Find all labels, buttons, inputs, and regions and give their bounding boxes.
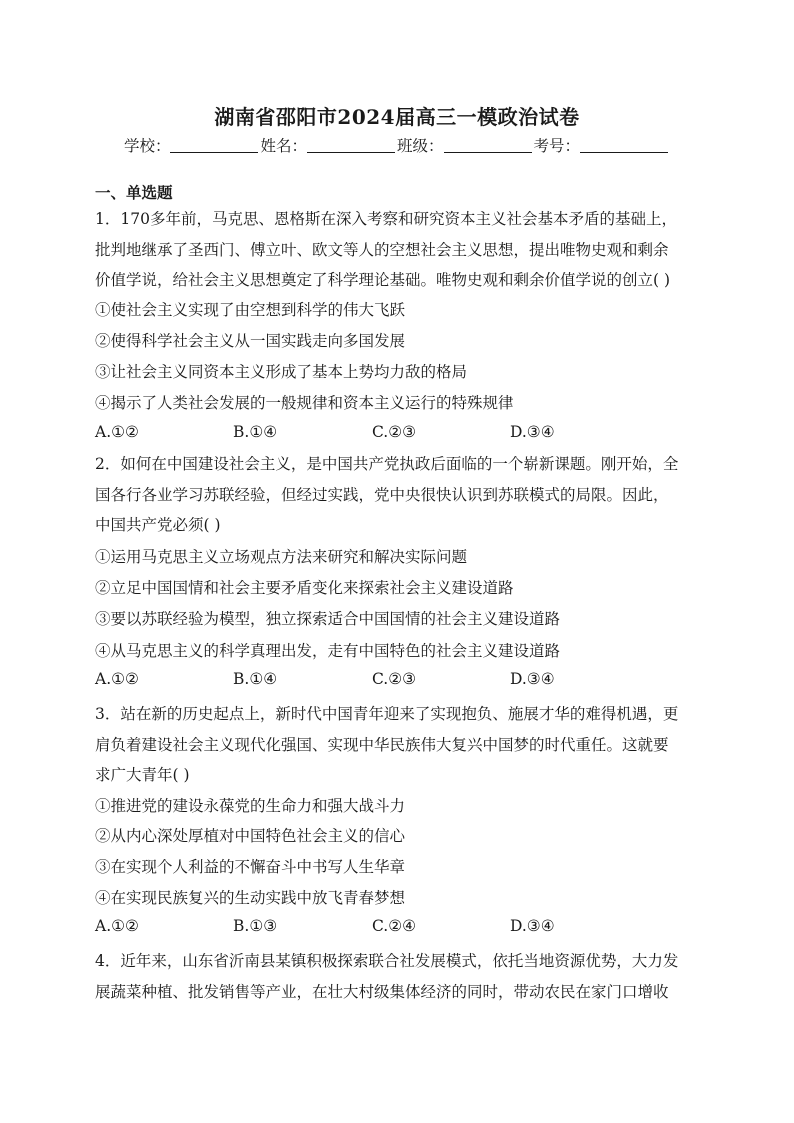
- question-3-stem-line: 求广大青年( ): [95, 766, 190, 784]
- choice-c[interactable]: C.②④: [372, 917, 417, 935]
- question-1-stem-line: 批判地继承了圣西门、傅立叶、欧文等人的空想社会主义思想，提出唯物史观和剩余: [95, 241, 669, 259]
- question-1-stem-line: 价值学说，给社会主义思想奠定了科学理论基础。唯物史观和剩余价值学说的创立( ): [95, 271, 671, 289]
- name-blank[interactable]: [307, 138, 395, 153]
- question-3-stem-line: 3．站在新的历史起点上，新时代中国青年迎来了实现抱负、施展才华的难得机遇，更: [95, 705, 679, 723]
- question-2-option: ③要以苏联经验为模型，独立探索适合中国国情的社会主义建设道路: [95, 610, 561, 628]
- question-4-stem-line: 展蔬菜种植、批发销售等产业，在壮大村级集体经济的同时，带动农民在家门口增收: [95, 983, 669, 1001]
- section-heading: 一、单选题: [95, 184, 173, 202]
- school-label: 学校：: [123, 137, 171, 155]
- question-1-option: ①使社会主义实现了由空想到科学的伟大飞跃: [95, 301, 406, 319]
- question-2-stem-line: 中国共产党必须( ): [95, 516, 221, 534]
- question-3-option: ②从内心深处厚植对中国特色社会主义的信心: [95, 827, 406, 845]
- name-label: 姓名：: [260, 137, 307, 155]
- question-1-option: ②使得科学社会主义从一国实践走向多国发展: [95, 332, 406, 350]
- choice-b[interactable]: B.①③: [233, 917, 278, 935]
- choice-b[interactable]: B.①④: [233, 423, 278, 441]
- question-1-stem-line: 1．170多年前，马克思、恩格斯在深入考察和研究资本主义社会基本矛盾的基础上，: [95, 210, 677, 228]
- student-info-row: [0, 134, 794, 156]
- exam-title: 湖南省邵阳市2024届高三一模政治试卷: [214, 105, 580, 129]
- choice-d[interactable]: D.③④: [510, 917, 555, 935]
- choice-b[interactable]: B.①④: [233, 670, 278, 688]
- class-label: 班级：: [397, 137, 444, 155]
- question-3-stem-line: 肩负着建设社会主义现代化强国、实现中华民族伟大复兴中国梦的时代重任。这就要: [95, 736, 669, 754]
- school-blank[interactable]: [170, 138, 258, 153]
- choice-c[interactable]: C.②③: [372, 670, 417, 688]
- choice-d[interactable]: D.③④: [510, 670, 555, 688]
- number-blank[interactable]: [580, 138, 668, 153]
- question-3-option: ④在实现民族复兴的生动实践中放飞青春梦想: [95, 889, 406, 907]
- question-3-option: ①推进党的建设永葆党的生命力和强大战斗力: [95, 797, 406, 815]
- class-blank[interactable]: [444, 138, 532, 153]
- number-label: 考号：: [533, 137, 581, 155]
- question-1-option: ④揭示了人类社会发展的一般规律和资本主义运行的特殊规律: [95, 394, 514, 412]
- question-3-option: ③在实现个人利益的不懈奋斗中书写人生华章: [95, 858, 406, 876]
- choice-a[interactable]: A.①②: [95, 670, 139, 688]
- choice-d[interactable]: D.③④: [510, 423, 555, 441]
- question-2-stem-line: 国各行各业学习苏联经验，但经过实践，党中央很快认识到苏联模式的局限。因此，: [95, 486, 669, 504]
- question-4-stem-line: 4．近年来，山东省沂南县某镇积极探索联合社发展模式，依托当地资源优势，大力发: [95, 952, 679, 970]
- question-2-option: ①运用马克思主义立场观点方法来研究和解决实际问题: [95, 548, 468, 566]
- question-1-option: ③让社会主义同资本主义形成了基本上势均力敌的格局: [95, 363, 468, 381]
- choice-a[interactable]: A.①②: [95, 423, 139, 441]
- question-2-option: ②立足中国国情和社会主要矛盾变化来探索社会主义建设道路: [95, 579, 514, 597]
- choice-a[interactable]: A.①②: [95, 917, 139, 935]
- question-2-option: ④从马克思主义的科学真理出发，走有中国特色的社会主义建设道路: [95, 642, 561, 660]
- choice-c[interactable]: C.②③: [372, 423, 417, 441]
- question-2-stem-line: 2．如何在中国建设社会主义，是中国共产党执政后面临的一个崭新课题。刚开始，全: [95, 455, 679, 473]
